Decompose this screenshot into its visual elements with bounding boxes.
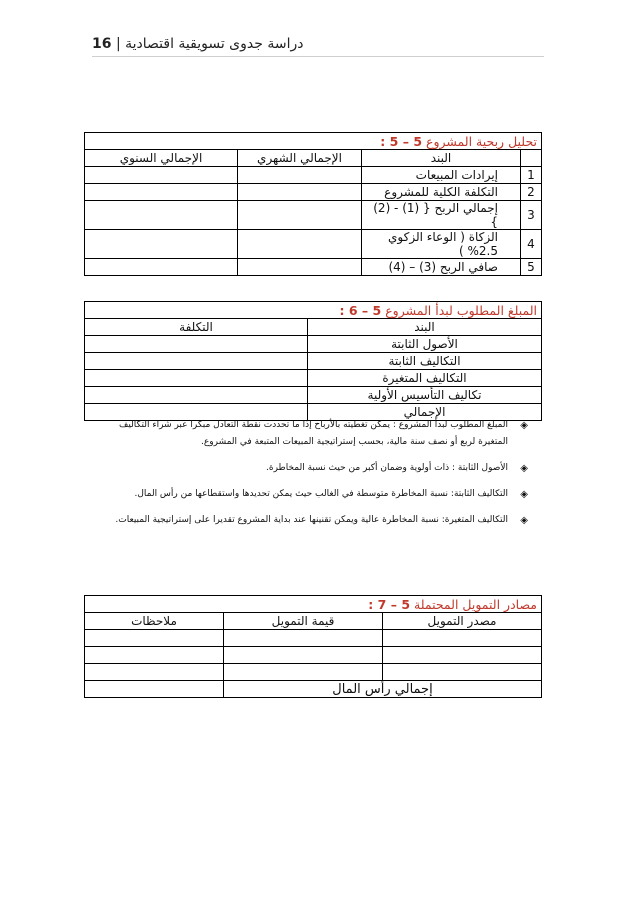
page-header-title: دراسة جدوى تسويقية اقتصادية xyxy=(125,36,304,52)
profitability-table xyxy=(84,132,542,276)
col-item: البند xyxy=(362,150,521,167)
table-row: 3 إجمالي الربح { (1) - (2) } xyxy=(85,201,542,230)
table-row: 5 صافي الربح (3) – (4) xyxy=(85,259,542,276)
col-source: مصدر التمويل xyxy=(383,613,542,630)
table-row: التكاليف الثابتة xyxy=(85,353,542,370)
row-item: صافي الربح (3) – (4) xyxy=(362,259,521,276)
profitability-title: تحليل ربحية المشروع xyxy=(426,133,537,149)
row-item: التكلفة الكلية للمشروع xyxy=(362,184,521,201)
list-item: ◈ الأصول الثابتة : ذات أولوية وضمان أكبر من حيث نسبة المخاطرة. xyxy=(96,460,528,477)
table-row: تكاليف التأسيس الأولية xyxy=(85,387,542,404)
table-row xyxy=(85,647,542,664)
profitability-number: 5 – 5 : xyxy=(380,133,423,149)
table-row xyxy=(85,630,542,647)
notes-list xyxy=(96,417,528,538)
list-item: ◈ التكاليف المتغيرة: نسبة المخاطرة عالية ويمكن تقنينها عند بداية المشروع تقديرا على إستراتيجية المبيعات. xyxy=(96,512,528,529)
startup-cost-title-cell xyxy=(85,302,542,319)
funding-title-cell xyxy=(85,596,542,613)
table-row xyxy=(85,664,542,681)
col-item: البند xyxy=(308,319,542,336)
table-row: 2 التكلفة الكلية للمشروع xyxy=(85,184,542,201)
table-row: التكاليف المتغيرة xyxy=(85,370,542,387)
funding-title: مصادر التمويل المحتملة xyxy=(414,596,537,612)
row-item: إيرادات المبيعات xyxy=(362,167,521,184)
list-item: ◈ التكاليف الثابتة: نسبة المخاطرة متوسطة في الغالب حيث يمكن تحديدها واستقطاعها من رأس المال. xyxy=(96,486,528,503)
row-item: إجمالي الربح { (1) - (2) } xyxy=(362,201,521,230)
funding-number: 5 – 7 : xyxy=(368,596,411,612)
table-row: 1 إيرادات المبيعات xyxy=(85,167,542,184)
col-monthly: الإجمالي الشهري xyxy=(238,150,362,167)
list-item: ◈ المبلغ المطلوب لبدأ المشروع : يمكن تغطيته بالأرباح إذا ما تحددت نقطة التعادل مبكرا عبر شراء التكاليف المتغيرة لربع أو نصف سنة مالية، بحسب إستراتيجية المبيعات المتبعة في المشروع. xyxy=(96,417,528,451)
startup-cost-number: 5 – 6 : xyxy=(339,302,382,318)
col-annual: الإجمالي السنوي xyxy=(85,150,238,167)
table-row xyxy=(85,681,542,698)
table-row: الأصول الثابتة xyxy=(85,336,542,353)
table-row: 4 الزكاة ( الوعاء الزكوي 2.5% ) xyxy=(85,230,542,259)
diamond-bullet-icon: ◈ xyxy=(520,489,528,500)
col-cost: التكلفة xyxy=(85,319,308,336)
diamond-bullet-icon: ◈ xyxy=(520,420,528,431)
diamond-bullet-icon: ◈ xyxy=(520,463,528,474)
row-item: الزكاة ( الوعاء الزكوي 2.5% ) xyxy=(362,230,521,259)
page-header xyxy=(92,36,544,57)
startup-cost-table xyxy=(84,301,542,421)
page-number: 16 xyxy=(92,36,112,52)
page-header-separator: | xyxy=(115,36,121,52)
startup-cost-title: المبلغ المطلوب لبدأ المشروع xyxy=(385,302,537,318)
table-row: الإجمالي xyxy=(85,404,542,421)
col-notes: ملاحظات xyxy=(85,613,224,630)
profitability-title-cell xyxy=(85,133,542,150)
total-capital-label: إجمالي رأس المال xyxy=(224,681,542,698)
diamond-bullet-icon: ◈ xyxy=(520,515,528,526)
funding-sources-table xyxy=(84,595,542,698)
col-value: قيمة التمويل xyxy=(224,613,383,630)
